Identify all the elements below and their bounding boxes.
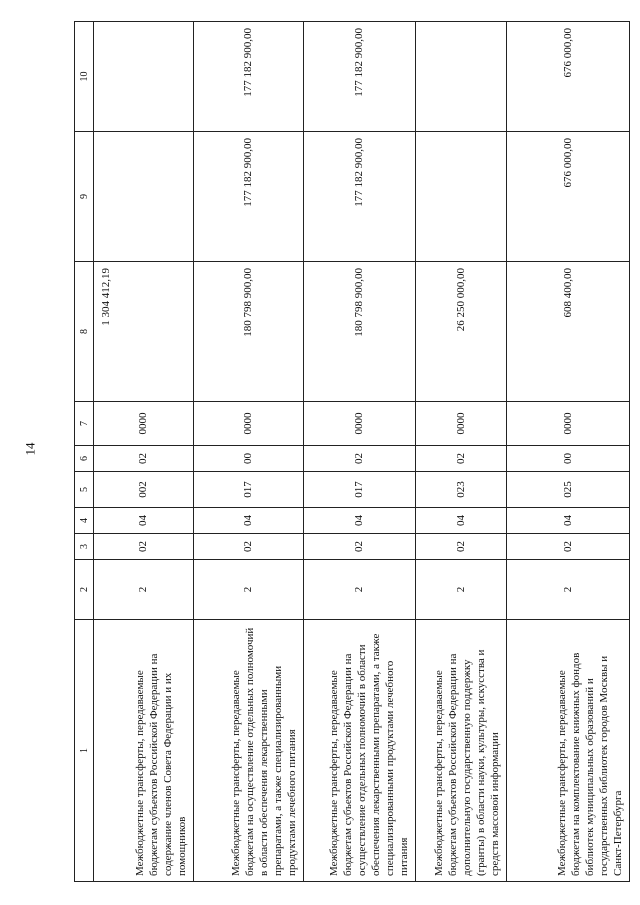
table-row (94, 22, 194, 882)
column-header-5: 5 (75, 472, 94, 508)
cell-col6: 00 (507, 446, 630, 472)
cell-col3: 02 (507, 534, 630, 560)
column-header-10: 10 (75, 22, 94, 132)
cell-col3: 02 (193, 534, 303, 560)
budget-table-rotated (74, 22, 630, 882)
cell-col8: 1 304 412,19 (94, 262, 194, 402)
column-header-9: 9 (75, 132, 94, 262)
table-row (193, 22, 303, 882)
cell-col2: 2 (193, 560, 303, 620)
column-header-6: 6 (75, 446, 94, 472)
column-header-2: 2 (75, 560, 94, 620)
column-header-7: 7 (75, 402, 94, 446)
cell-col10: 676 000,00 (507, 22, 630, 132)
cell-col10: 177 182 900,00 (303, 22, 415, 132)
row-description: Межбюджетные трансферты, передаваемые бюджетам субъектов Российской Федерации на содержание членов Совета Федерации и их помощников (94, 620, 194, 882)
cell-col5: 002 (94, 472, 194, 508)
cell-col6: 00 (193, 446, 303, 472)
budget-table (74, 21, 630, 882)
cell-col5: 017 (193, 472, 303, 508)
cell-col7: 0000 (303, 402, 415, 446)
cell-col3: 02 (94, 534, 194, 560)
page-number: 14 (22, 442, 38, 456)
cell-col9 (415, 132, 506, 262)
row-description: Межбюджетные трансферты, передаваемые бюджетам субъектов Российской Федерации на дополнительную государственную поддержку (гранты) в области науки, культуры, искусства и средств массовой информации (415, 620, 506, 882)
cell-col4: 04 (303, 508, 415, 534)
column-header-1: 1 (75, 620, 94, 882)
cell-col4: 04 (415, 508, 506, 534)
cell-col2: 2 (507, 560, 630, 620)
cell-col2: 2 (303, 560, 415, 620)
cell-col9: 177 182 900,00 (193, 132, 303, 262)
cell-col3: 02 (415, 534, 506, 560)
cell-col6: 02 (303, 446, 415, 472)
cell-col6: 02 (94, 446, 194, 472)
cell-col4: 04 (507, 508, 630, 534)
row-description: Межбюджетные трансферты, передаваемые бюджетам на осуществление отдельных полномочий в области обеспечения лекарственными препаратами, а также специализированными продуктами лечебного питания (193, 620, 303, 882)
cell-col2: 2 (415, 560, 506, 620)
cell-col9 (94, 132, 194, 262)
column-number-header-row (75, 22, 94, 882)
column-header-3: 3 (75, 534, 94, 560)
column-header-4: 4 (75, 508, 94, 534)
cell-col10: 177 182 900,00 (193, 22, 303, 132)
cell-col7: 0000 (94, 402, 194, 446)
cell-col8: 26 250 000,00 (415, 262, 506, 402)
row-description: Межбюджетные трансферты, передаваемые бюджетам субъектов Российской Федерации на осуществление отдельных полномочий в области обеспечения лекарственными препаратами, а также специализированными продуктами лечебного питания (303, 620, 415, 882)
cell-col6: 02 (415, 446, 506, 472)
cell-col8: 608 400,00 (507, 262, 630, 402)
cell-col8: 180 798 900,00 (303, 262, 415, 402)
cell-col4: 04 (193, 508, 303, 534)
cell-col5: 023 (415, 472, 506, 508)
cell-col7: 0000 (415, 402, 506, 446)
cell-col7: 0000 (507, 402, 630, 446)
cell-col8: 180 798 900,00 (193, 262, 303, 402)
cell-col4: 04 (94, 508, 194, 534)
row-description: Межбюджетные трансферты, передаваемые бюджетам на комплектование книжных фондов библиотек муниципальных образований и государственных библиотек городов Москвы и Санкт-Петербурга (507, 620, 630, 882)
table-row (303, 22, 415, 882)
cell-col9: 676 000,00 (507, 132, 630, 262)
cell-col10 (415, 22, 506, 132)
cell-col2: 2 (94, 560, 194, 620)
cell-col10 (94, 22, 194, 132)
cell-col3: 02 (303, 534, 415, 560)
column-header-8: 8 (75, 262, 94, 402)
table-row (507, 22, 630, 882)
cell-col9: 177 182 900,00 (303, 132, 415, 262)
cell-col5: 017 (303, 472, 415, 508)
cell-col5: 025 (507, 472, 630, 508)
table-row (415, 22, 506, 882)
cell-col7: 0000 (193, 402, 303, 446)
